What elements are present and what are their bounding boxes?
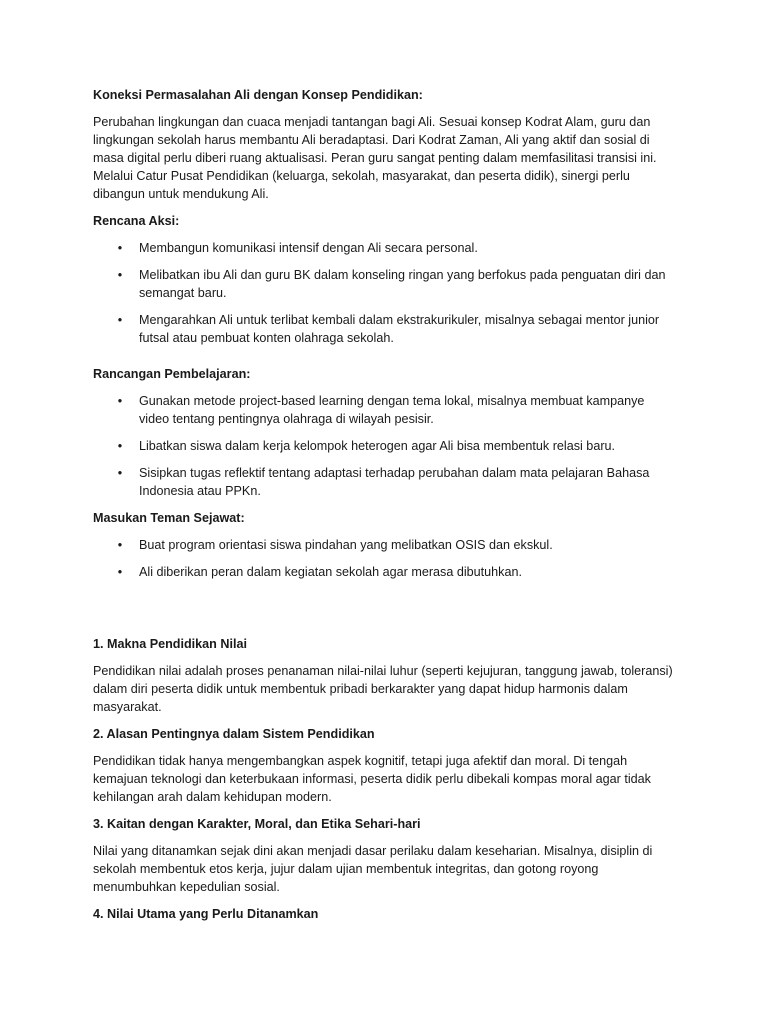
list-item-text: Ali diberikan peran dalam kegiatan sekolah agar merasa dibutuhkan. bbox=[139, 565, 522, 579]
section-heading: 4. Nilai Utama yang Perlu Ditanamkan bbox=[93, 907, 319, 921]
section-paragraph: Pendidikan nilai adalah proses penanaman nilai-nilai luhur (seperti kejujuran, tanggung jawab, toleransi) dalam diri peserta didik untuk membentuk pribadi berkarakter yang dapat hidup harmonis dalam masyarakat. bbox=[93, 664, 673, 714]
section-heading: 3. Kaitan dengan Karakter, Moral, dan Etika Sehari-hari bbox=[93, 817, 421, 831]
bullet-icon: • bbox=[117, 268, 123, 282]
list-item bbox=[93, 392, 678, 428]
masukan-heading: Masukan Teman Sejawat: bbox=[93, 511, 245, 525]
list-item-text: Membangun komunikasi intensif dengan Ali secara personal. bbox=[139, 241, 478, 255]
list-item bbox=[93, 311, 678, 347]
list-item bbox=[93, 239, 678, 257]
bullet-icon: • bbox=[117, 538, 123, 552]
section-paragraph: Pendidikan tidak hanya mengembangkan aspek kognitif, tetapi juga afektif dan moral. Di tengah kemajuan teknologi dan keterbukaan informasi, peserta didik perlu dibekali kompas moral agar tidak kehilangan arah dalam kehidupan modern. bbox=[93, 754, 651, 804]
bullet-icon: • bbox=[117, 439, 123, 453]
masukan-list bbox=[93, 536, 678, 581]
bullet-icon: • bbox=[117, 313, 123, 327]
list-item-text: Libatkan siswa dalam kerja kelompok heterogen agar Ali bisa membentuk relasi baru. bbox=[139, 439, 616, 453]
bullet-icon: • bbox=[117, 565, 123, 579]
section-heading: 2. Alasan Pentingnya dalam Sistem Pendidikan bbox=[93, 727, 375, 741]
bullet-icon: • bbox=[117, 241, 123, 255]
rencana-aksi-heading: Rencana Aksi: bbox=[93, 214, 180, 228]
bullet-icon: • bbox=[117, 466, 123, 480]
list-item-text: Mengarahkan Ali untuk terlibat kembali dalam ekstrakurikuler, misalnya sebagai mentor junior futsal atau pembuat konten olahraga sekolah. bbox=[139, 313, 660, 345]
list-item bbox=[93, 536, 678, 554]
list-item bbox=[93, 563, 678, 581]
list-item bbox=[93, 437, 678, 455]
spacer bbox=[93, 356, 678, 365]
list-item-text: Gunakan metode project-based learning dengan tema lokal, misalnya membuat kampanye video tentang pentingnya olahraga di wilayah pesisir. bbox=[139, 394, 645, 426]
rancangan-heading: Rancangan Pembelajaran: bbox=[93, 367, 251, 381]
section-paragraph: Nilai yang ditanamkan sejak dini akan menjadi dasar perilaku dalam keseharian. Misalnya, disiplin di sekolah membentuk etos kerja, jujur dalam ujian membentuk integritas, dan gotong royong menumbuhkan kepedulian sosial. bbox=[93, 844, 653, 894]
koneksi-paragraph: Perubahan lingkungan dan cuaca menjadi tantangan bagi Ali. Sesuai konsep Kodrat Alam, guru dan lingkungan sekolah harus membantu Ali beradaptasi. Dari Kodrat Zaman, Ali yang aktif dan sosial di masa digital perlu diberi ruang aktualisasi. Peran guru sangat penting dalam memfasilitasi transisi ini. Melalui Catur Pusat Pendidikan (keluarga, sekolah, masyarakat, dan peserta didik), sinergi perlu dibangun untuk mendukung Ali. bbox=[93, 115, 657, 201]
list-item-text: Melibatkan ibu Ali dan guru BK dalam konseling ringan yang berfokus pada penguatan diri dan semangat baru. bbox=[139, 268, 666, 300]
section-heading: 1. Makna Pendidikan Nilai bbox=[93, 637, 247, 651]
spacer bbox=[93, 590, 678, 635]
list-item bbox=[93, 464, 678, 500]
list-item-text: Sisipkan tugas reflektif tentang adaptasi terhadap perubahan dalam mata pelajaran Bahasa Indonesia atau PPKn. bbox=[139, 466, 650, 498]
koneksi-heading: Koneksi Permasalahan Ali dengan Konsep Pendidikan: bbox=[93, 88, 423, 102]
list-item-text: Buat program orientasi siswa pindahan yang melibatkan OSIS dan ekskul. bbox=[139, 538, 553, 552]
list-item bbox=[93, 266, 678, 302]
rencana-aksi-list bbox=[93, 239, 678, 347]
bullet-icon: • bbox=[117, 394, 123, 408]
rancangan-list bbox=[93, 392, 678, 500]
